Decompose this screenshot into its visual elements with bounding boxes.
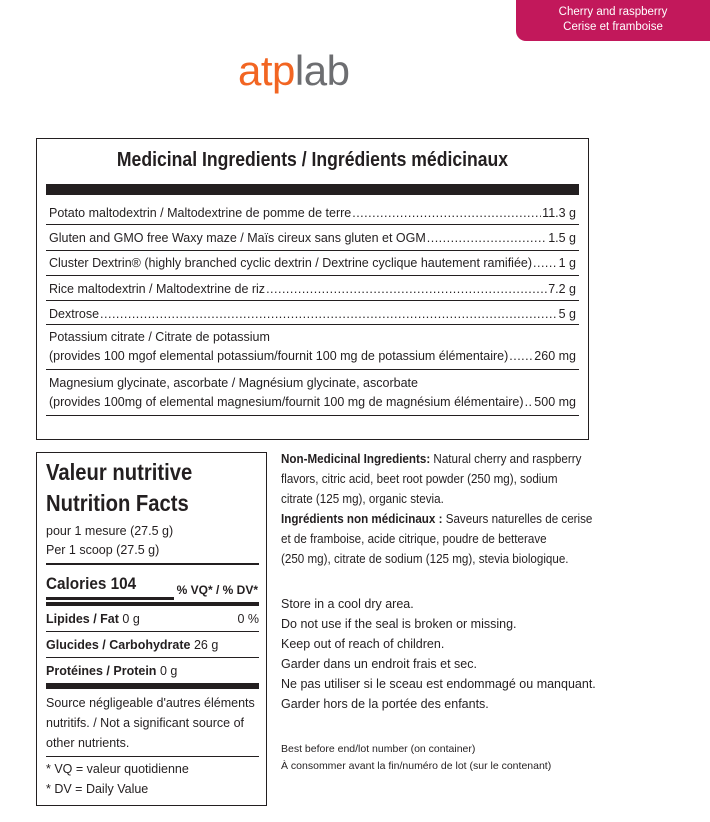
medicinal-row: [49, 393, 576, 411]
storage-line: Ne pas utiliser si le sceau est endommagé ou manquant.: [281, 677, 596, 691]
nutrient-label: Protéines / Protein: [46, 664, 157, 678]
calories-underline: [46, 597, 174, 600]
nutrient-amount: 26 g: [193, 638, 219, 652]
non-medicinal-text: et de framboise, acide citrique, poudre de betterave: [281, 532, 547, 546]
nutrient-row-protein: [46, 662, 259, 680]
ingredient-amount: 260 mg: [534, 349, 576, 363]
row-divider: [46, 250, 579, 251]
serving-size-fr: pour 1 mesure (27.5 g): [46, 524, 174, 538]
nutrition-facts-box: [36, 452, 267, 806]
logo-lab: lab: [294, 47, 350, 94]
ingredient-name: Potato maltodextrin / Maltodextrine de pomme de terre: [49, 206, 352, 220]
non-medicinal-text: Natural cherry and raspberry: [430, 452, 582, 466]
non-medicinal-label-fr: Ingrédients non médicinaux :: [281, 512, 443, 526]
storage-line: Garder hors de la portée des enfants.: [281, 697, 489, 711]
potassium-name: Potassium citrate / Citrate de potassium: [49, 330, 270, 344]
ingredient-amount: 1.5 g: [548, 231, 576, 245]
ingredient-name: Rice maltodextrin / Maltodextrine de riz: [49, 282, 266, 296]
row-divider: [46, 224, 579, 225]
ingredient-amount: 7.2 g: [548, 282, 576, 296]
nutrition-title-en: Nutrition Facts: [46, 490, 189, 516]
calories: Calories 104: [46, 574, 137, 593]
ingredient-amount: 5 g: [558, 307, 576, 321]
source-note-line: other nutrients.: [46, 736, 130, 750]
ingredient-name: Dextrose: [49, 307, 100, 321]
calories-divider: [46, 602, 259, 606]
dv-header: % VQ* / % DV*: [176, 583, 258, 597]
footnote-vq: * VQ = valeur quotidienne: [46, 762, 189, 776]
ingredient-name: Gluten and GMO free Waxy maze / Maïs cireux sans gluten et OGM: [49, 231, 426, 245]
footnote-dv: * DV = Daily Value: [46, 782, 149, 796]
magnesium-name: Magnesium glycinate, ascorbate / Magnésium glycinate, ascorbate: [49, 376, 418, 390]
medicinal-row: [49, 347, 576, 365]
medicinal-row: [49, 305, 576, 323]
nutrient-label: Glucides / Carbohydrate: [46, 638, 191, 652]
storage-line: Garder dans un endroit frais et sec.: [281, 657, 477, 671]
medicinal-ingredients-box: [36, 138, 589, 440]
nutrient-amount: 0 g: [159, 664, 178, 678]
nutrition-title-fr: Valeur nutritive: [46, 459, 193, 485]
medicinal-row: [49, 204, 576, 222]
flavor-fr: Cerise et framboise: [563, 21, 663, 33]
nutrient-label: Lipides / Fat: [46, 612, 119, 626]
ingredient-name: Cluster Dextrin® (highly branched cyclic dextrin / Dextrine cyclique hautement ramifiée): [49, 256, 533, 270]
non-medicinal-label-en: Non-Medicinal Ingredients:: [281, 452, 431, 466]
non-medicinal-text: (250 mg), citrate de sodium (125 mg), stevia biologique.: [281, 552, 569, 566]
row-divider: [46, 369, 579, 370]
serving-divider: [46, 563, 259, 565]
atplab-logo: [238, 47, 350, 94]
nutrient-row-fat: [46, 610, 259, 628]
row-divider: [46, 324, 579, 325]
row-divider: [46, 300, 579, 301]
logo-atp: atp: [238, 47, 295, 94]
non-medicinal-text: Saveurs naturelles de cerise: [442, 512, 593, 526]
medicinal-title-bar: [46, 184, 579, 195]
storage-line: Store in a cool dry area.: [281, 597, 414, 611]
flavor-tab: [516, 0, 710, 41]
row-divider: [46, 275, 579, 276]
non-medicinal-text: citrate (125 mg), organic stevia.: [281, 492, 444, 506]
medicinal-row: [49, 280, 576, 298]
source-note-line: Source négligeable d'autres éléments: [46, 696, 255, 710]
ingredient-amount: 11.3 g: [542, 206, 576, 220]
storage-line: Do not use if the seal is broken or missing.: [281, 617, 517, 631]
non-medicinal-text: flavors, citric acid, beet root powder (250 mg), sodium: [281, 472, 558, 486]
medicinal-row: [49, 254, 576, 272]
ingredient-amount: 1 g: [558, 256, 576, 270]
best-before-fr: À consommer avant la fin/numéro de lot (sur le contenant): [281, 760, 552, 772]
nutrient-amount: 0 g: [122, 612, 140, 626]
potassium-detail: (provides 100 mgof elemental potassium/fournit 100 mg de potassium élémentaire): [49, 349, 509, 363]
protein-divider: [46, 683, 259, 689]
storage-line: Keep out of reach of children.: [281, 637, 445, 651]
nutrient-row-carbohydrate: [46, 636, 259, 654]
storage-instructions: [281, 594, 596, 714]
ingredient-amount: 500 mg: [534, 395, 576, 409]
source-note-line: nutritifs. / Not a significant source of: [46, 716, 245, 730]
serving-size-en: Per 1 scoop (27.5 g): [46, 543, 160, 557]
best-before-en: Best before end/lot number (on container): [281, 743, 476, 755]
medicinal-title: Medicinal Ingredients / Ingrédients médicinaux: [116, 149, 509, 171]
non-medicinal-en: [281, 449, 592, 569]
nutrient-divider: [46, 657, 259, 658]
flavor-en: Cherry and raspberry: [558, 6, 668, 18]
magnesium-detail: (provides 100mg of elemental magnesium/fournit 100 mg de magnésium élémentaire): [49, 395, 524, 409]
nutrient-divider: [46, 631, 259, 632]
medicinal-row: [49, 229, 576, 247]
footnote-divider: [46, 756, 259, 757]
nutrient-dv: 0 %: [237, 612, 259, 626]
row-divider: [46, 415, 579, 416]
